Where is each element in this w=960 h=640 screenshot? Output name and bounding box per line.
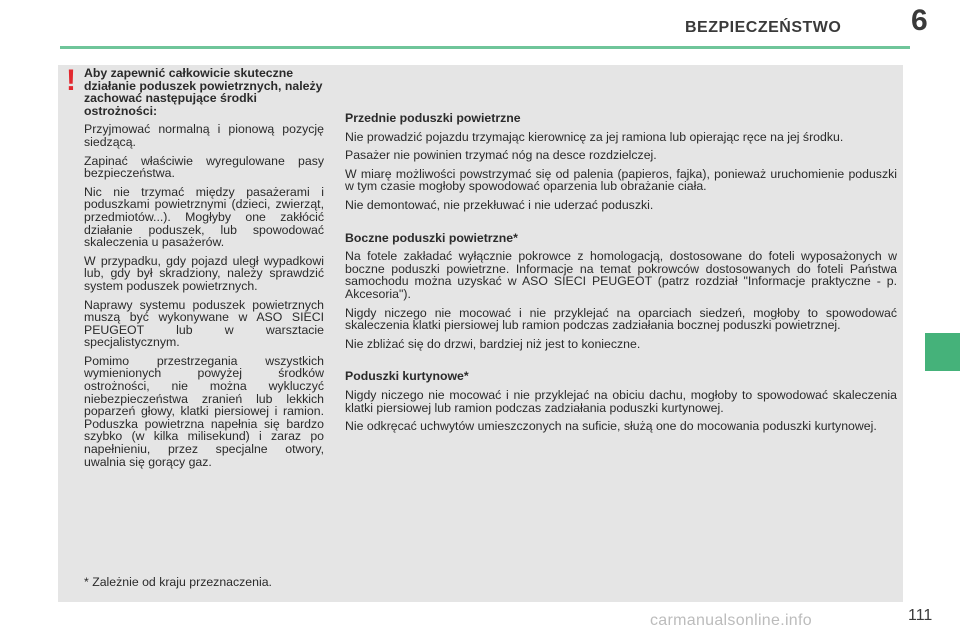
section-heading: Poduszki kurtynowe* — [345, 369, 469, 384]
chapter-side-tab — [925, 333, 960, 371]
warning-paragraph: Zapinać właściwie wyregulowane pasy bezpieczeństwa. — [84, 153, 324, 181]
instructions-column — [345, 112, 897, 453]
section-paragraph: Na fotele zakładać wyłącznie pokrowce z homologacją, dostosowane do foteli wyposażonych w boczne poduszki powietrzne. Informacje na temat pokrowców dostosowanych do foteli Państwa samochodu można uzyskać w ASO SIECI PEUGEOT (patrz rozdział "Informacje praktyczne - p. Akcesoria"). — [345, 249, 897, 301]
warning-paragraph: Pomimo przestrzegania wszystkich wymienionych powyżej środków ostrożności, nie można wykluczyć niebezpieczeństwa zranień lub lekkich poparzeń głowy, klatki piersiowej i ramion. Poduszka powietrzna napełnia się bardzo szybko (w kilka milisekund) i zaraz po napełnieniu, przez specjalne otwory, uwalnia się gorący gaz. — [84, 353, 324, 469]
section-paragraph: Pasażer nie powinien trzymać nóg na desce rozdzielczej. — [345, 148, 657, 163]
curtain-airbags-section — [345, 370, 897, 432]
warning-paragraph: Naprawy systemu poduszek powietrznych muszą być wykonywane w ASO SIECI PEUGEOT lub w warsztacie specjalistycznym. — [84, 297, 324, 350]
front-airbags-section — [345, 112, 897, 212]
section-paragraph: Nigdy niczego nie mocować i nie przyklejać na oparciach siedzeń, mogłoby to spowodować skaleczenia klatki piersiowej lub ramion podczas zadziałania bocznej poduszki powietrznej. — [345, 305, 897, 333]
watermark: carmanualsonline.info — [650, 612, 812, 629]
warning-paragraph: Nic nie trzymać między pasażerami i poduszkami powietrznymi (dzieci, zwierząt, przedmiotów...). Mogłyby one zakłócić działanie poduszek, lub spowodować skaleczenia u pasażerów. — [84, 184, 324, 250]
section-heading: Przednie poduszki powietrzne — [345, 111, 521, 125]
warning-paragraph: Przyjmować normalną i pionową pozycję siedzącą. — [84, 122, 324, 149]
section-paragraph: Nigdy niczego nie mocować i nie przyklejać na obiciu dachu, mogłoby to spowodować skaleczenia klatki piersiowej lub ramion podczas zadziałania poduszki kurtynowej. — [345, 387, 897, 415]
warning-heading: Aby zapewnić całkowicie skuteczne działanie poduszek powietrznych, należy zachować następujące środki ostrożności: — [84, 66, 323, 118]
page-number: 111 — [908, 607, 933, 624]
header-divider — [60, 46, 910, 49]
section-paragraph: Nie zbliżać się do drzwi, bardziej niż jest to konieczne. — [345, 336, 641, 351]
warning-paragraph: W przypadku, gdy pojazd uległ wypadkowi lub, gdy był skradziony, należy sprawdzić system poduszek powietrznych. — [84, 253, 324, 293]
warning-column — [84, 67, 324, 474]
chapter-number: 6 — [911, 4, 928, 37]
section-heading: Boczne poduszki powietrzne* — [345, 230, 518, 245]
warning-exclamation-icon: ! — [66, 64, 76, 97]
section-paragraph: Nie demontować, nie przekłuwać i nie uderzać poduszki. — [345, 197, 654, 212]
section-paragraph: Nie odkręcać uchwytów umieszczonych na suficie, służą one do mocowania poduszki kurtynowej. — [345, 419, 877, 434]
section-paragraph: Nie prowadzić pojazdu trzymając kierownicę za jej ramiona lub opierając ręce na jej środku. — [345, 129, 844, 144]
section-paragraph: W miarę możliwości powstrzymać się od palenia (papieros, fajka), ponieważ uruchomienie poduszki w tym czasie mogłoby spowodować oparzenia lub obrażanie ciała. — [345, 166, 897, 194]
chapter-title: BEZPIECZEŃSTWO — [685, 19, 842, 36]
side-airbags-section — [345, 232, 897, 351]
footnote: * Zależnie od kraju przeznaczenia. — [84, 575, 272, 589]
